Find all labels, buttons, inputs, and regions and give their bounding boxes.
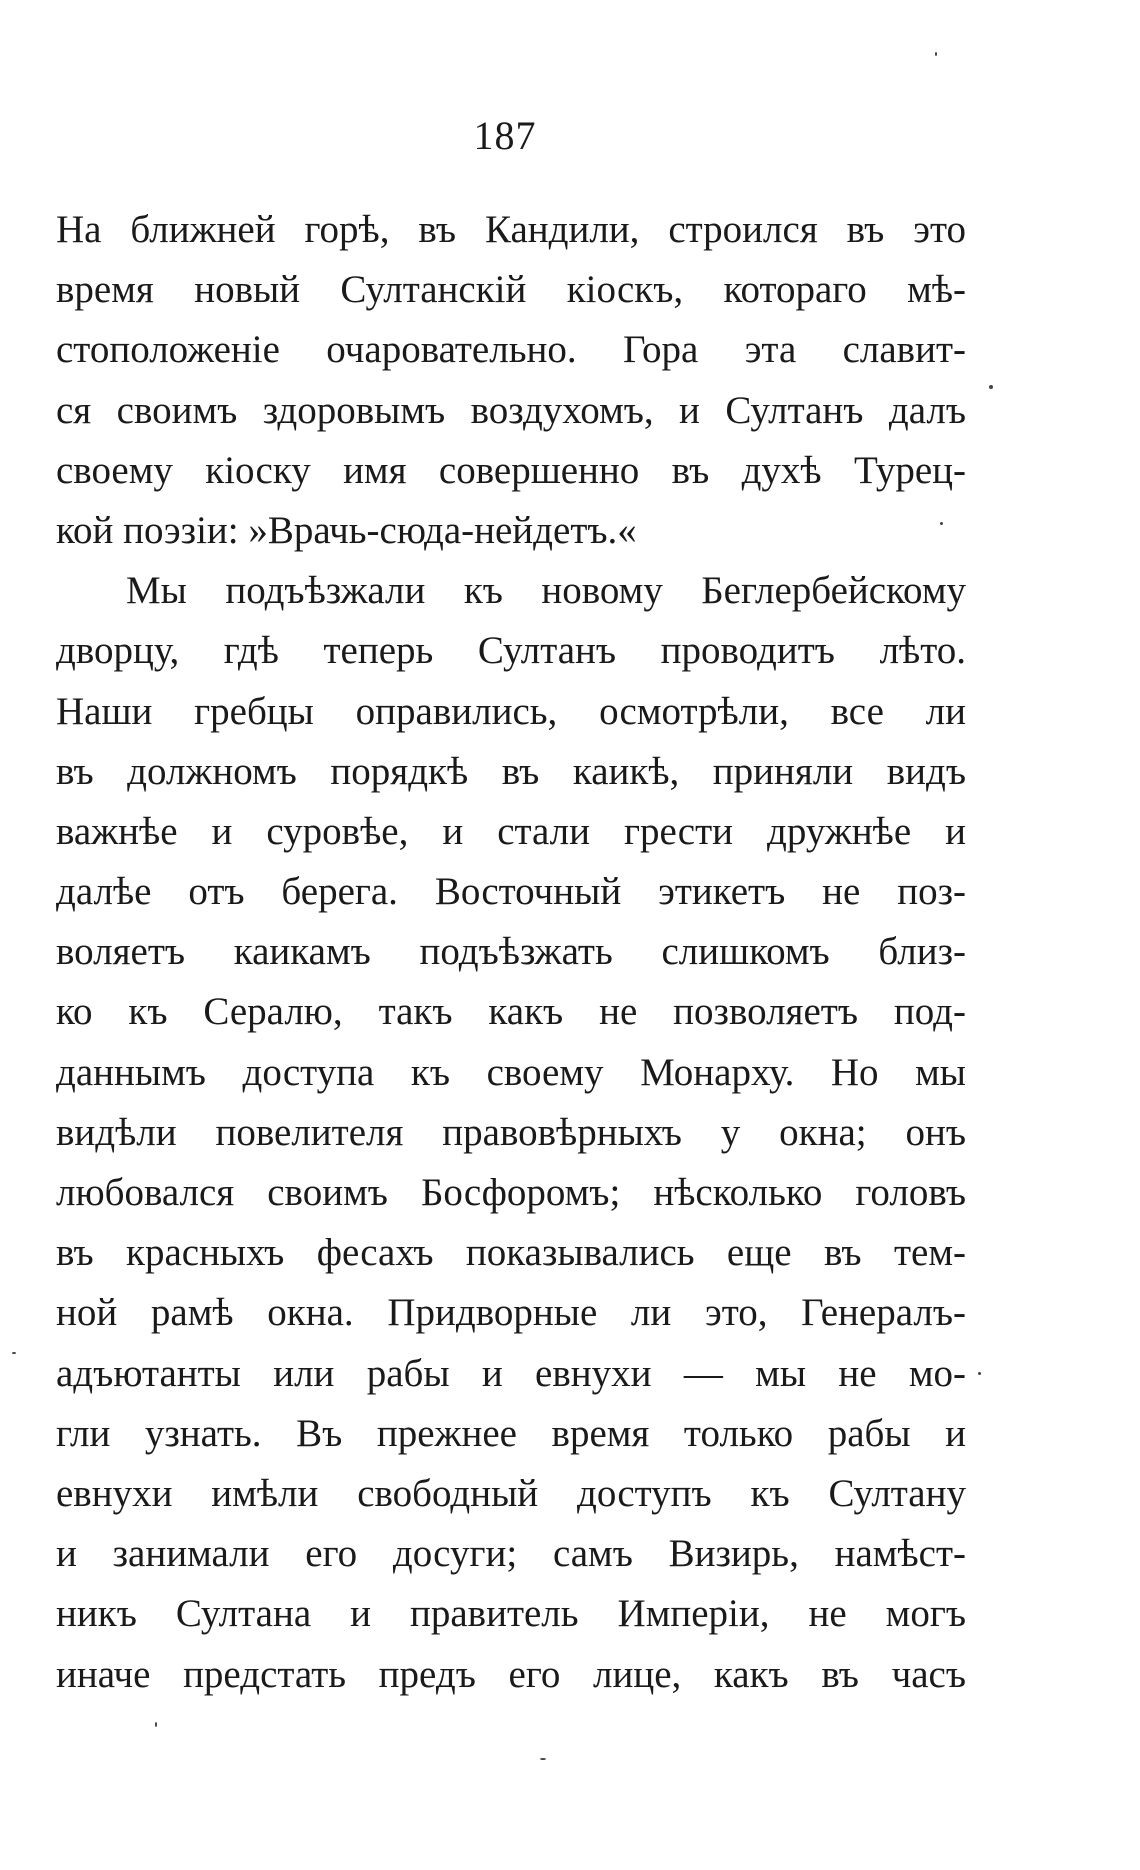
text-line: стоположеніе очаровательно. Гора эта славит- xyxy=(56,328,966,372)
text-line: важнѣе и суровѣе, и стали грести дружнѣе и xyxy=(56,809,966,853)
text-line: иначе предстать предъ его лице, какъ въ часъ xyxy=(56,1652,966,1696)
scan-speck xyxy=(540,1758,546,1760)
text-line: адъютанты или рабы и евнухи — мы не мо- xyxy=(56,1351,966,1395)
text-line: ко къ Сералю, такъ какъ не позволяетъ под- xyxy=(56,990,966,1034)
text-line: время новый Султанскій кіоскъ, котораго мѣ- xyxy=(56,268,966,312)
text-line: любовался своимъ Босфоромъ; нѣсколько головъ xyxy=(56,1171,966,1214)
text-line: видѣли повелителя правовѣрныхъ у окна; онъ xyxy=(56,1110,966,1154)
text-line: евнухи имѣли свободный доступъ къ Султану xyxy=(56,1471,966,1515)
text-line: своему кіоску имя совершенно въ духѣ Турец- xyxy=(56,448,966,492)
scan-speck xyxy=(978,1372,981,1375)
scan-speck xyxy=(940,522,943,525)
text-line: и занимали его досуги; самъ Визирь, намѣст- xyxy=(56,1532,966,1576)
page-number: 187 xyxy=(473,113,537,158)
text-line: даннымъ доступа къ своему Монарху. Но мы xyxy=(56,1050,966,1094)
text-line: дворцу, гдѣ теперь Султанъ проводитъ лѣто. xyxy=(56,629,966,673)
text-line: въ красныхъ фесахъ показывались еще въ тем- xyxy=(56,1231,966,1275)
scan-speck xyxy=(155,1722,157,1727)
text-line: ся своимъ здоровымъ воздухомъ, и Султанъ далъ xyxy=(56,388,966,432)
body-text xyxy=(56,200,966,1705)
text-line: никъ Султана и правитель Имперіи, не могъ xyxy=(56,1592,966,1636)
text-line: въ должномъ порядкѣ въ каикѣ, приняли видъ xyxy=(56,749,966,793)
scan-speck xyxy=(989,385,993,389)
text-line: ной рамѣ окна. Придворные ли это, Генералъ- xyxy=(56,1291,966,1335)
scan-speck xyxy=(12,1352,16,1354)
text-line: гли узнать. Въ прежнее время только рабы и xyxy=(56,1411,966,1455)
text-line: кой поэзіи: »Врачь-сюда-нейдетъ.« xyxy=(56,508,637,552)
scan-speck xyxy=(935,52,937,56)
text-line: Наши гребцы оправились, осмотрѣли, все ли xyxy=(56,689,966,733)
text-line: воляетъ каикамъ подъѣзжать слишкомъ близ- xyxy=(56,930,966,974)
text-line: Мы подъѣзжали къ новому Беглербейскому xyxy=(126,569,966,613)
text-line: На ближней горѣ, въ Кандили, строился въ это xyxy=(56,208,966,251)
text-line: далѣе отъ берега. Восточный этикетъ не поз- xyxy=(56,870,966,914)
